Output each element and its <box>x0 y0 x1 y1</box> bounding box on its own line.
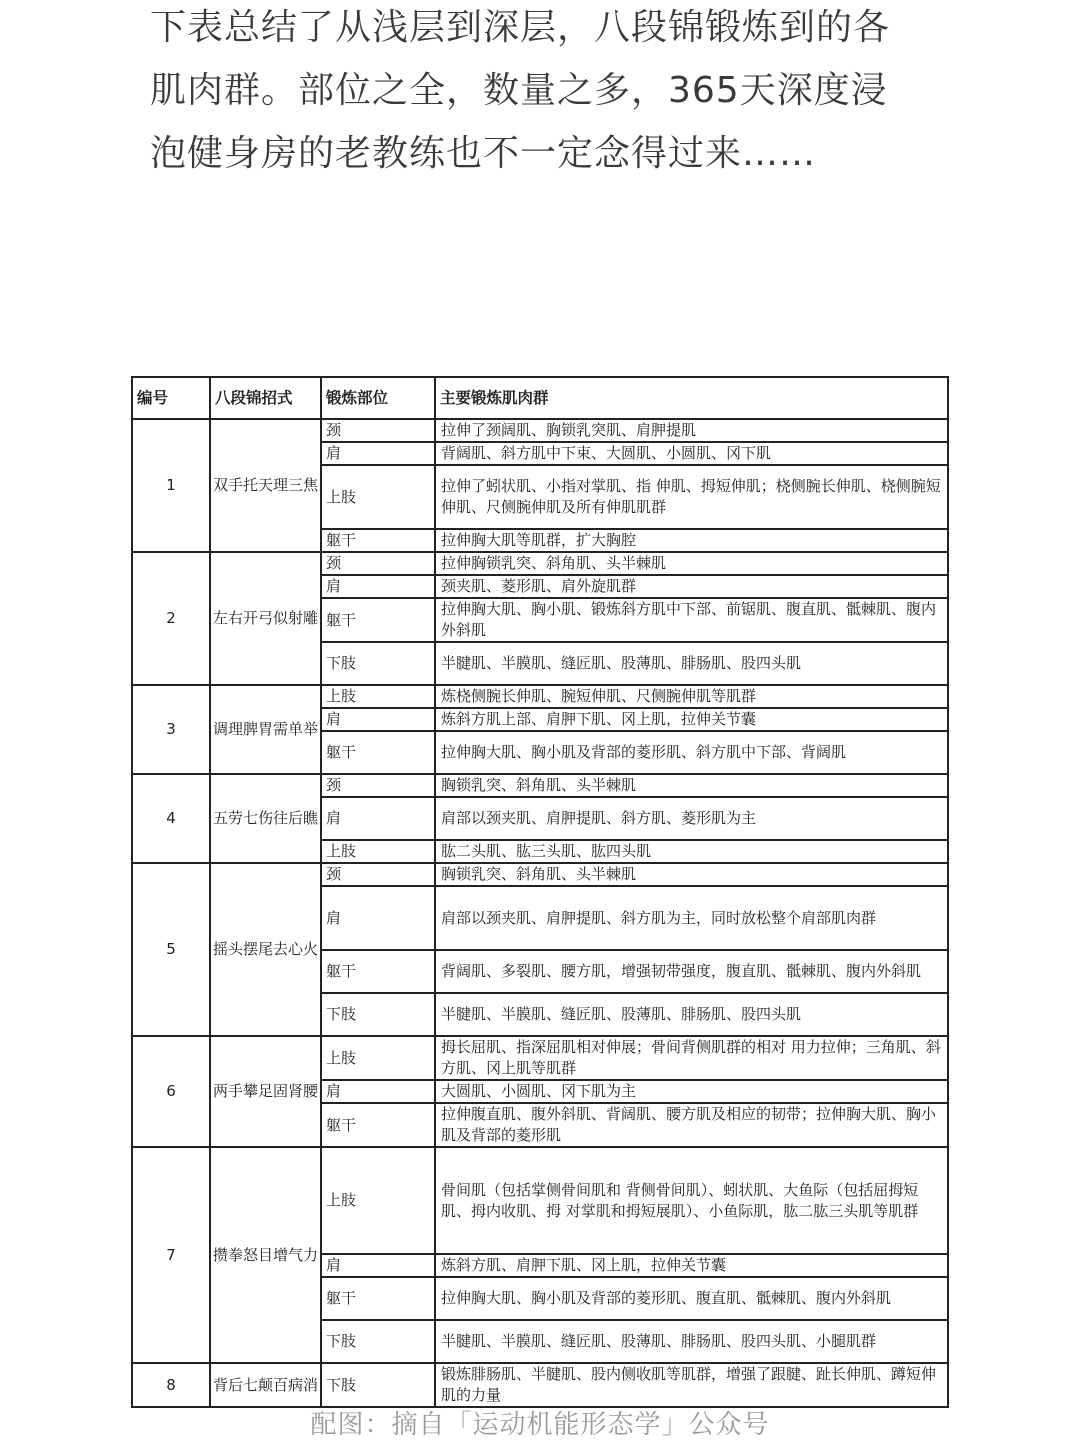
body-part: 躯干 <box>321 950 435 993</box>
muscle-table-image <box>131 376 947 1408</box>
move-name: 摇头摆尾去心火 <box>210 863 321 1036</box>
table-row <box>132 1147 948 1254</box>
move-name: 调理脾胃需单举 <box>210 685 321 774</box>
table-header-row <box>132 377 948 419</box>
move-name: 攒拳怒目增气力 <box>210 1147 321 1363</box>
move-name: 左右开弓似射雕 <box>210 552 321 685</box>
row-number: 3 <box>132 685 210 774</box>
muscle-group: 炼斜方肌、肩胛下肌、冈上肌，拉伸关节囊 <box>435 1254 948 1277</box>
body-part: 上肢 <box>321 465 435 529</box>
table-row <box>132 685 948 708</box>
body-part: 下肢 <box>321 1320 435 1363</box>
body-part: 下肢 <box>321 642 435 685</box>
table-row <box>132 774 948 797</box>
muscle-group: 拉伸了蚓状肌、小指对掌肌、指 伸肌、拇短伸肌；桡侧腕长伸肌、桡侧腕短伸肌、尺侧腕伸肌及所有伸肌肌群 <box>435 465 948 529</box>
table-row <box>132 552 948 575</box>
muscle-group: 肩部以颈夹肌、肩胛提肌、斜方肌、菱形肌为主 <box>435 797 948 840</box>
header-move: 八段锦招式 <box>210 377 321 419</box>
table-row <box>132 1363 948 1407</box>
body-part: 躯干 <box>321 598 435 642</box>
table-row <box>132 419 948 442</box>
row-number: 7 <box>132 1147 210 1363</box>
intro-paragraph <box>150 0 950 185</box>
body-part: 肩 <box>321 1254 435 1277</box>
intro-line: 下表总结了从浅层到深层，八段锦锻炼到的各 <box>150 7 891 48</box>
body-part: 颈 <box>321 552 435 575</box>
muscle-group: 肱二头肌、肱三头肌、肱四头肌 <box>435 840 948 863</box>
muscle-group: 颈夹肌、菱形肌、肩外旋肌群 <box>435 575 948 598</box>
body-part: 躯干 <box>321 731 435 774</box>
body-part: 颈 <box>321 419 435 442</box>
row-number: 1 <box>132 419 210 552</box>
muscle-group: 骨间肌（包括掌侧骨间肌和 背侧骨间肌）、蚓状肌、大鱼际（包括屈拇短肌、拇内收肌、拇 对掌肌和拇短展肌）、小鱼际肌，肱二肱三头肌等肌群 <box>435 1147 948 1254</box>
body-part: 躯干 <box>321 1277 435 1320</box>
muscle-group: 拉伸腹直肌、腹外斜肌、背阔肌、腰方肌及相应的韧带；拉伸胸大肌、胸小肌及背部的菱形肌 <box>435 1103 948 1147</box>
body-part: 颈 <box>321 774 435 797</box>
move-name: 两手攀足固肾腰 <box>210 1036 321 1147</box>
muscle-group: 拉伸胸大肌等肌群，扩大胸腔 <box>435 529 948 552</box>
body-part: 肩 <box>321 797 435 840</box>
muscle-group: 胸锁乳突、斜角肌、头半棘肌 <box>435 863 948 886</box>
body-part: 上肢 <box>321 840 435 863</box>
move-name: 五劳七伤往后瞧 <box>210 774 321 863</box>
image-caption: 配图：摘自「运动机能形态学」公众号 <box>310 1410 770 1440</box>
muscle-table <box>131 376 949 1408</box>
body-part: 肩 <box>321 708 435 731</box>
body-part: 上肢 <box>321 1036 435 1080</box>
intro-line: 泡健身房的老教练也不一定念得过来…… <box>150 133 817 174</box>
muscle-group: 拇长屈肌、指深屈肌相对伸展；骨间背侧肌群的相对 用力拉伸；三角肌、斜方肌、冈上肌等肌群 <box>435 1036 948 1080</box>
body-part: 躯干 <box>321 1103 435 1147</box>
muscle-group: 拉伸胸大肌、胸小肌及背部的菱形肌、斜方肌中下部、背阔肌 <box>435 731 948 774</box>
table-row <box>132 1036 948 1080</box>
body-part: 肩 <box>321 886 435 950</box>
table-row <box>132 863 948 886</box>
muscle-group: 半腱肌、半膜肌、缝匠肌、股薄肌、腓肠肌、股四头肌 <box>435 993 948 1036</box>
body-part: 下肢 <box>321 1363 435 1407</box>
body-part: 下肢 <box>321 993 435 1036</box>
body-part: 肩 <box>321 575 435 598</box>
row-number: 5 <box>132 863 210 1036</box>
body-part: 上肢 <box>321 685 435 708</box>
muscle-group: 肩部以颈夹肌、肩胛提肌、斜方肌为主，同时放松整个肩部肌肉群 <box>435 886 948 950</box>
body-part: 躯干 <box>321 529 435 552</box>
body-part: 肩 <box>321 442 435 465</box>
body-part: 肩 <box>321 1080 435 1103</box>
muscle-group: 锻炼腓肠肌、半腱肌、股内侧收肌等肌群，增强了跟腱、趾长伸肌、蹲短伸肌的力量 <box>435 1363 948 1407</box>
muscle-group: 炼斜方肌上部、肩胛下肌、冈上肌，拉伸关节囊 <box>435 708 948 731</box>
muscle-group: 背阔肌、斜方肌中下束、大圆肌、小圆肌、冈下肌 <box>435 442 948 465</box>
muscle-group: 拉伸胸大肌、胸小肌及背部的菱形肌、腹直肌、骶棘肌、腹内外斜肌 <box>435 1277 948 1320</box>
muscle-group: 大圆肌、小圆肌、冈下肌为主 <box>435 1080 948 1103</box>
move-name: 背后七颠百病消 <box>210 1363 321 1407</box>
row-number: 4 <box>132 774 210 863</box>
header-number: 编号 <box>132 377 210 419</box>
move-name: 双手托天理三焦 <box>210 419 321 552</box>
row-number: 2 <box>132 552 210 685</box>
muscle-group: 背阔肌、多裂肌、腰方肌，增强韧带强度，腹直肌、骶棘肌、腹内外斜肌 <box>435 950 948 993</box>
muscle-group: 拉伸胸大肌、胸小肌、锻炼斜方肌中下部、前锯肌、腹直肌、骶棘肌、腹内外斜肌 <box>435 598 948 642</box>
muscle-group: 半腱肌、半膜肌、缝匠肌、股薄肌、腓肠肌、股四头肌 <box>435 642 948 685</box>
muscle-group: 胸锁乳突、斜角肌、头半棘肌 <box>435 774 948 797</box>
muscle-group: 拉伸胸锁乳突、斜角肌、头半棘肌 <box>435 552 948 575</box>
body-part: 上肢 <box>321 1147 435 1254</box>
table-body <box>132 419 948 1407</box>
row-number: 6 <box>132 1036 210 1147</box>
muscle-group: 半腱肌、半膜肌、缝匠肌、股薄肌、腓肠肌、股四头肌、小腿肌群 <box>435 1320 948 1363</box>
header-muscles: 主要锻炼肌肉群 <box>435 377 948 419</box>
row-number: 8 <box>132 1363 210 1407</box>
header-part: 锻炼部位 <box>321 377 435 419</box>
intro-line: 肌肉群。部位之全，数量之多，365天深度浸 <box>150 70 888 111</box>
body-part: 颈 <box>321 863 435 886</box>
muscle-group: 拉伸了颈阔肌、胸锁乳突肌、肩胛提肌 <box>435 419 948 442</box>
muscle-group: 炼桡侧腕长伸肌、腕短伸肌、尺侧腕伸肌等肌群 <box>435 685 948 708</box>
